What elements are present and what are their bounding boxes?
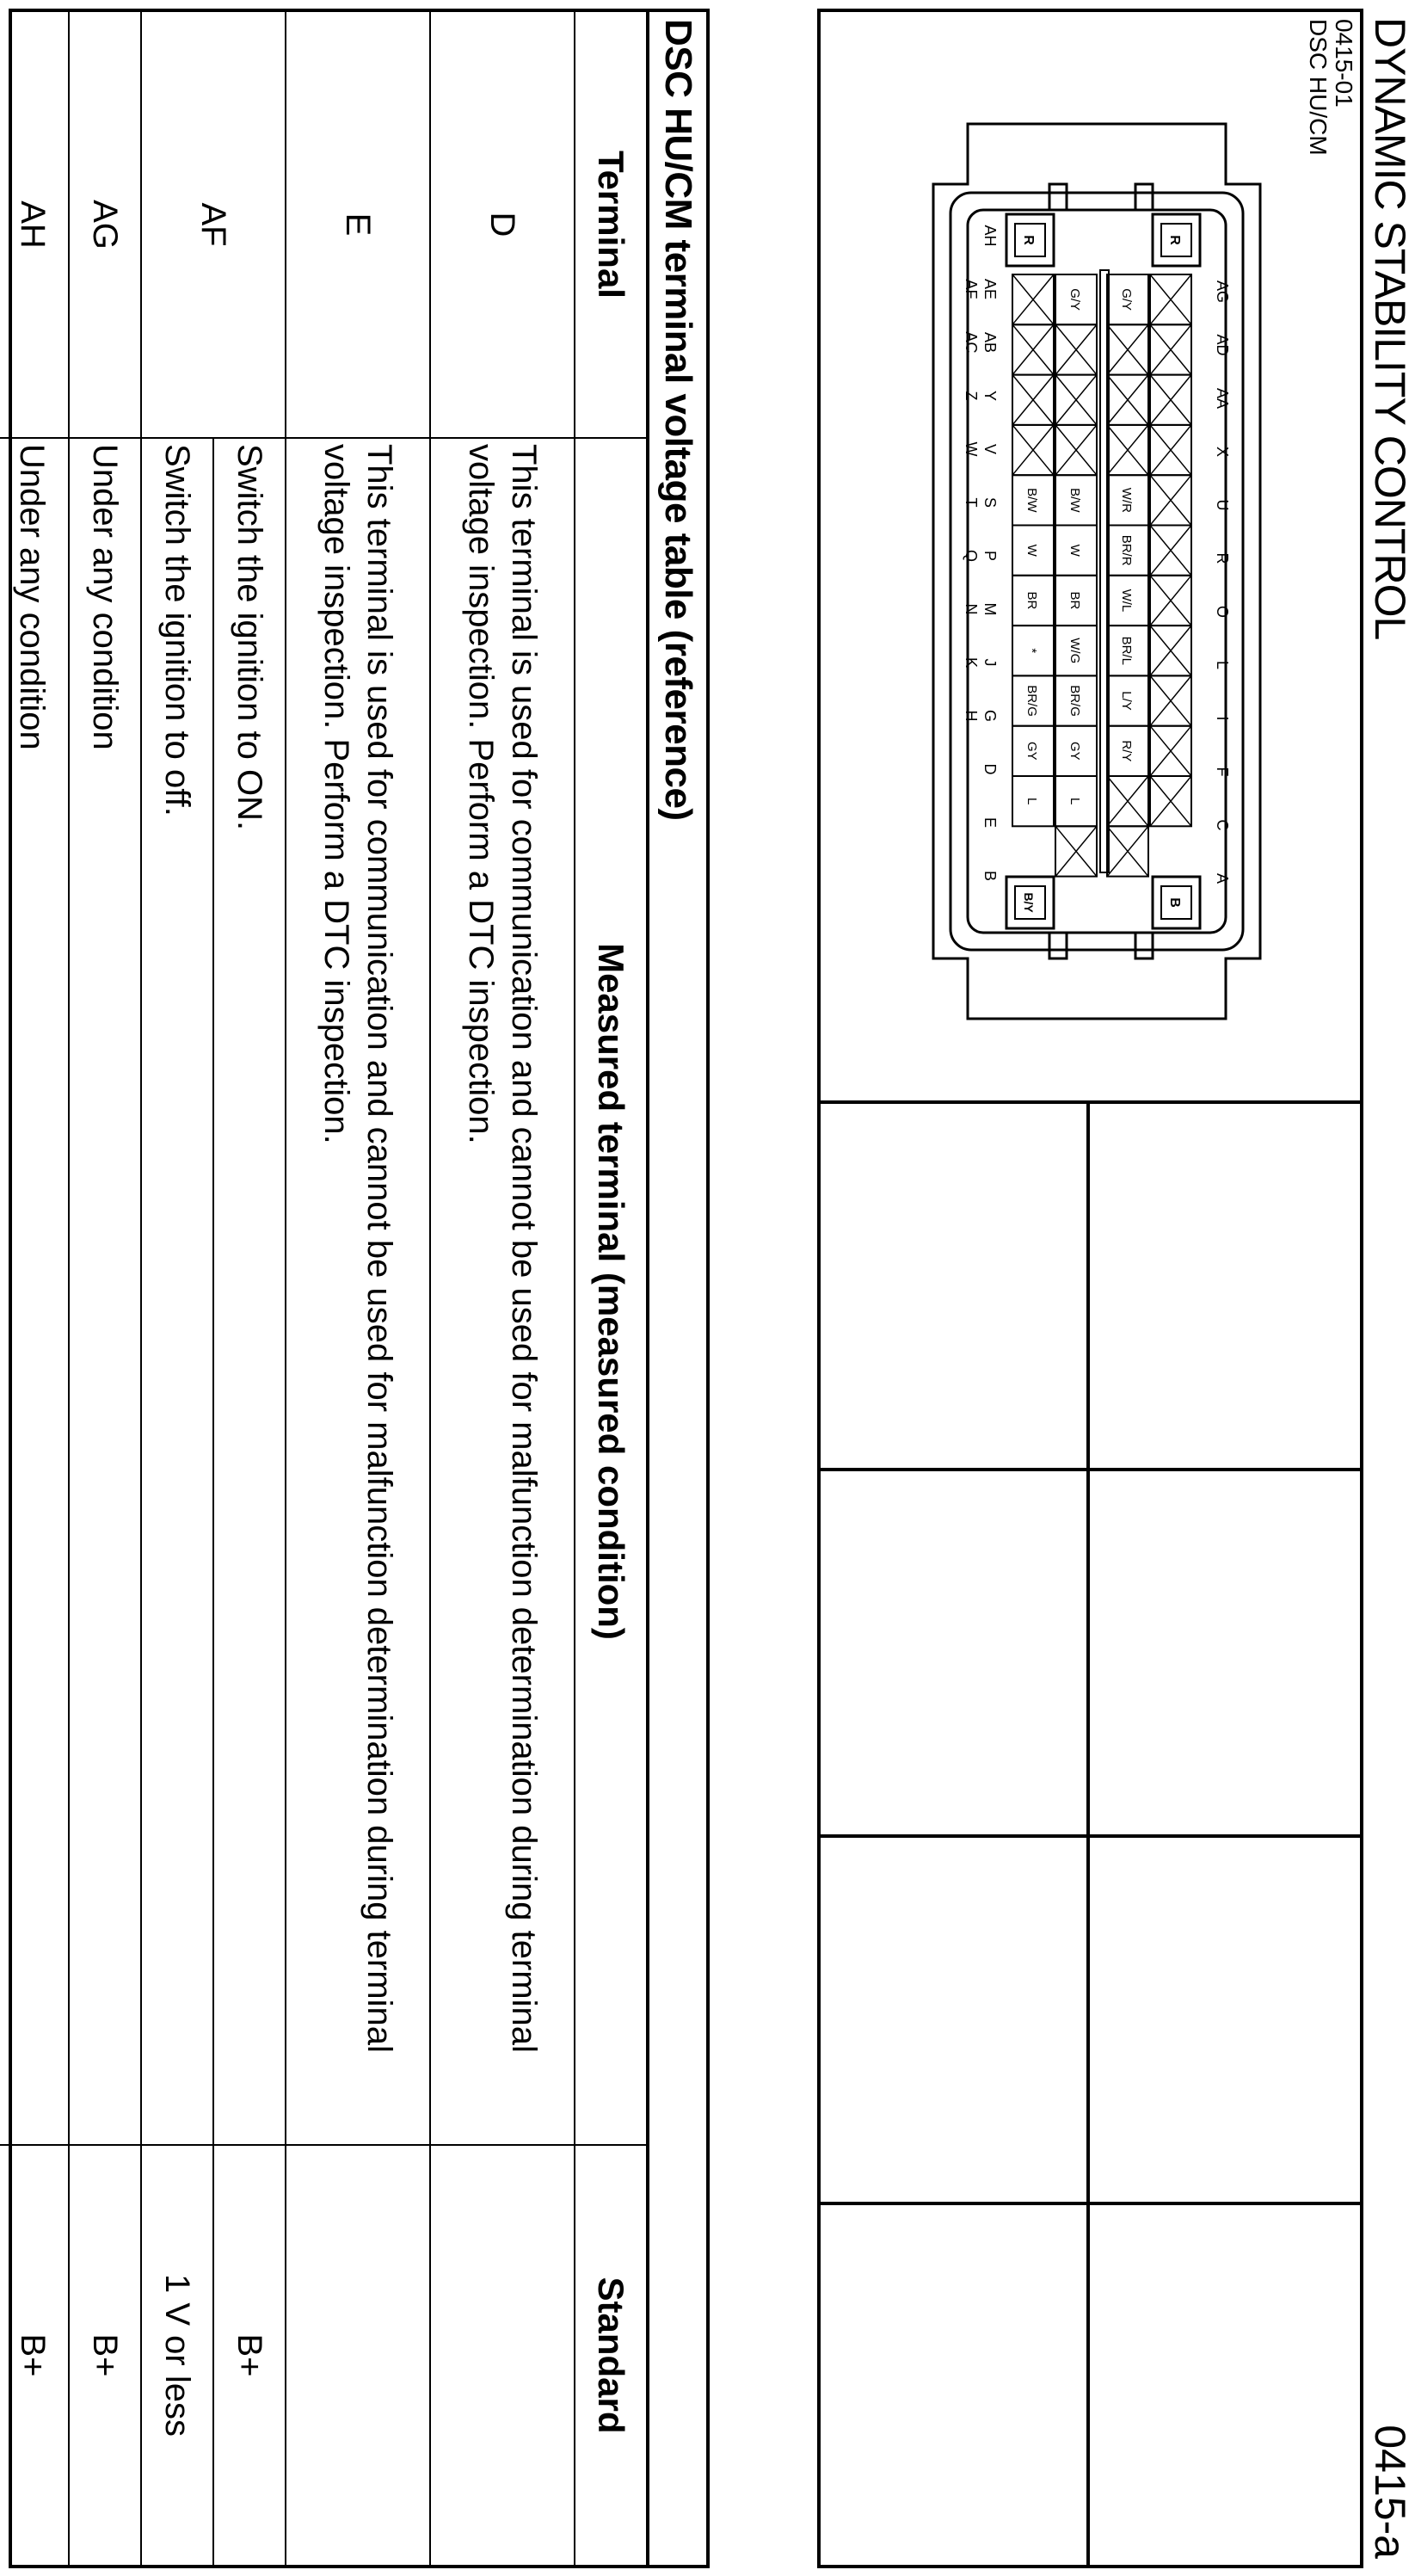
- cavity: [1012, 675, 1054, 725]
- cavity: [1055, 324, 1097, 374]
- pin-label: Q: [963, 549, 980, 563]
- condition-cell: Under any condition: [0, 438, 69, 2145]
- latch-tab-left: [1135, 184, 1153, 210]
- condition-cell: This terminal is used for communication and cannot be used for malfunction determination during terminal voltage inspection. Perform a DTC inspection.: [286, 438, 430, 2145]
- pin-label: Z: [963, 391, 980, 401]
- cavity: [1055, 576, 1097, 626]
- cavity: [1055, 675, 1097, 725]
- cavity: [1107, 425, 1148, 475]
- terminal-cell: AG: [69, 12, 141, 438]
- wire-color-label: B/W: [1024, 488, 1039, 513]
- wire-color-label: B/W: [1067, 488, 1082, 513]
- wire-color-label: BR/G: [1067, 685, 1082, 717]
- pin-label: AB: [981, 331, 999, 354]
- blank-cell: [1091, 1100, 1361, 1468]
- standard-cell: B+: [69, 2145, 141, 2565]
- standard-cell: B+: [0, 2145, 69, 2565]
- latch-tab-right-2: [1049, 933, 1067, 958]
- pin-label: D: [981, 763, 999, 775]
- pin-label: N: [963, 603, 980, 615]
- wire-color-label: W: [1024, 544, 1039, 557]
- cavity: [1150, 526, 1191, 576]
- svg-text:R: R: [1021, 235, 1036, 245]
- latch-tab-right: [1135, 933, 1153, 958]
- large-terminal-bottom-right: [1006, 877, 1054, 928]
- pin-label: S: [981, 496, 999, 508]
- cavity: [1012, 726, 1054, 776]
- header-terminal: Terminal: [575, 12, 648, 438]
- cavity: [1150, 425, 1191, 475]
- connector-face-diagram: [847, 64, 1329, 1079]
- pin-label: I: [1214, 716, 1231, 721]
- large-terminal-bottom-left: [1006, 214, 1054, 266]
- blank-cell: [821, 1834, 1091, 2202]
- cavity: [1012, 526, 1054, 576]
- standard-cell: [286, 2145, 430, 2565]
- wire-color-label: W/L: [1119, 589, 1134, 613]
- blank-cell: [821, 2202, 1091, 2569]
- cavity: [1055, 526, 1097, 576]
- pin-label: AD: [1214, 334, 1231, 356]
- cavity: [1012, 626, 1054, 675]
- pin-label: E: [981, 817, 999, 829]
- cavity: [1150, 576, 1191, 626]
- pin-label: AG: [1214, 280, 1231, 304]
- cavity: [1055, 626, 1097, 675]
- pin-label: M: [981, 602, 999, 616]
- cavity: [1055, 375, 1097, 425]
- pin-label: J: [981, 658, 999, 667]
- pin-label: O: [1214, 605, 1231, 619]
- pin-label: AC: [963, 331, 980, 354]
- wire-color-label: BR: [1067, 591, 1082, 610]
- cavity: [1055, 274, 1097, 324]
- svg-text:B: B: [1167, 897, 1182, 908]
- cavity: [1107, 826, 1148, 876]
- wire-color-label: W/G: [1067, 638, 1082, 664]
- connector-name: DSC HU/CM: [1305, 19, 1332, 156]
- wire-color-label: W/R: [1119, 487, 1134, 513]
- cavity: [1012, 375, 1054, 425]
- terminal-cell: AH: [0, 12, 69, 438]
- wire-color-label: BR/R: [1119, 534, 1134, 566]
- pin-label: X: [1214, 446, 1231, 458]
- cavity: [1107, 475, 1148, 525]
- cavity: [1012, 425, 1054, 475]
- cavity: [1107, 776, 1148, 826]
- cavity: [1055, 776, 1097, 826]
- cavity: [1107, 324, 1148, 374]
- cavity: [1107, 576, 1148, 626]
- pin-label: R: [1214, 552, 1231, 564]
- wire-color-label: BR/G: [1024, 685, 1039, 717]
- wire-color-label: GY: [1067, 742, 1082, 761]
- blank-grid: [821, 1100, 1360, 2568]
- large-terminal-top-right: [1153, 877, 1200, 928]
- wire-color-label: BR: [1024, 591, 1039, 610]
- condition-cell: Under any condition: [69, 438, 141, 2145]
- pin-label: F: [1214, 767, 1231, 777]
- connector-diagram-frame: [817, 9, 1363, 2568]
- standard-cell: 1 V or less: [141, 2145, 213, 2565]
- wire-color-label: GY: [1024, 742, 1039, 761]
- wire-color-label: BR/L: [1119, 636, 1134, 665]
- header-standard: Standard: [575, 2145, 648, 2565]
- standard-cell: B+: [213, 2145, 286, 2565]
- blank-cell: [1091, 1468, 1361, 1835]
- cavity: [1150, 475, 1191, 525]
- wire-color-label: *: [1024, 648, 1039, 654]
- voltage-table-section: [9, 9, 710, 2568]
- terminal-cell: D: [430, 12, 575, 438]
- cavity: [1012, 475, 1054, 525]
- cavity: [1150, 626, 1191, 675]
- cavity: [1150, 726, 1191, 776]
- page-code: 0415-a: [1366, 2425, 1414, 2559]
- svg-text:B/Y: B/Y: [1022, 892, 1036, 913]
- condition-cell: This terminal is used for communication and cannot be used for malfunction determination during terminal voltage inspection. Perform a DTC inspection.: [430, 438, 575, 2145]
- table-row: [430, 12, 575, 2565]
- voltage-table: [0, 12, 649, 2565]
- cavity-grid: [1012, 274, 1191, 877]
- blank-cell: [821, 1468, 1091, 1835]
- pin-label: W: [963, 441, 980, 457]
- cavity: [1107, 626, 1148, 675]
- cavity: [1150, 274, 1191, 324]
- cavity: [1055, 425, 1097, 475]
- cavity: [1107, 675, 1148, 725]
- pin-label: B: [981, 870, 999, 882]
- cavity: [1150, 375, 1191, 425]
- figure-code: 0415-01: [1331, 19, 1357, 108]
- blank-cell: [821, 1100, 1091, 1468]
- wire-color-label: L/Y: [1119, 691, 1134, 711]
- pin-label: L: [1214, 660, 1231, 670]
- latch-tab-left-2: [1049, 184, 1067, 210]
- pin-label: K: [963, 656, 980, 669]
- condition-cell: Switch the ignition to ON.: [213, 438, 286, 2145]
- cavity: [1107, 726, 1148, 776]
- cavity: [1012, 274, 1054, 324]
- svg-text:R: R: [1167, 235, 1182, 245]
- pin-label: C: [1214, 819, 1231, 831]
- condition-cell: Switch the ignition to off.: [141, 438, 213, 2145]
- cavity: [1150, 324, 1191, 374]
- pin-label: Y: [981, 390, 999, 402]
- cavity: [1150, 675, 1191, 725]
- pin-label: H: [963, 710, 980, 722]
- wire-color-label: W: [1067, 544, 1082, 557]
- header-condition: Measured terminal (measured condition): [575, 438, 648, 2145]
- pin-label: AF: [963, 279, 980, 299]
- wire-color-label: G/Y: [1119, 288, 1134, 311]
- table-row: [286, 12, 430, 2565]
- table-title: DSC HU/CM terminal voltage table (reference): [657, 19, 699, 821]
- pin-label: AA: [1214, 387, 1231, 410]
- cavity: [1055, 475, 1097, 525]
- cavity: [1107, 526, 1148, 576]
- table-row: [69, 12, 141, 2565]
- pin-label: A: [1214, 872, 1231, 884]
- cavity: [1012, 576, 1054, 626]
- cavity: [1012, 776, 1054, 826]
- wire-color-label: L: [1024, 797, 1039, 805]
- large-terminal-top-left: [1153, 214, 1200, 266]
- wire-color-label: L: [1067, 797, 1082, 805]
- pin-label: P: [981, 550, 999, 562]
- cavity: [1055, 726, 1097, 776]
- table-row: [0, 12, 69, 2565]
- table-row: [213, 12, 286, 2565]
- pin-label: V: [981, 443, 999, 455]
- terminal-cell: AF: [141, 12, 286, 438]
- pin-label: T: [963, 497, 980, 508]
- cavity: [1012, 324, 1054, 374]
- pin-label: AE: [981, 278, 999, 300]
- cavity: [1107, 274, 1148, 324]
- terminal-cell: E: [286, 12, 430, 438]
- pin-label: U: [1214, 499, 1231, 511]
- cavity: [1150, 776, 1191, 826]
- cavity: [1107, 375, 1148, 425]
- wire-color-label: R/Y: [1119, 740, 1134, 762]
- blank-cell: [1091, 1834, 1361, 2202]
- standard-cell: [430, 2145, 575, 2565]
- pin-label: G: [981, 709, 999, 723]
- table-header-row: [575, 12, 648, 2565]
- blank-cell: [1091, 2202, 1361, 2569]
- page-title: DYNAMIC STABILITY CONTROL: [1366, 17, 1414, 640]
- cavity: [1055, 826, 1097, 876]
- wire-color-label: G/Y: [1067, 288, 1082, 311]
- pin-label: AH: [981, 225, 999, 247]
